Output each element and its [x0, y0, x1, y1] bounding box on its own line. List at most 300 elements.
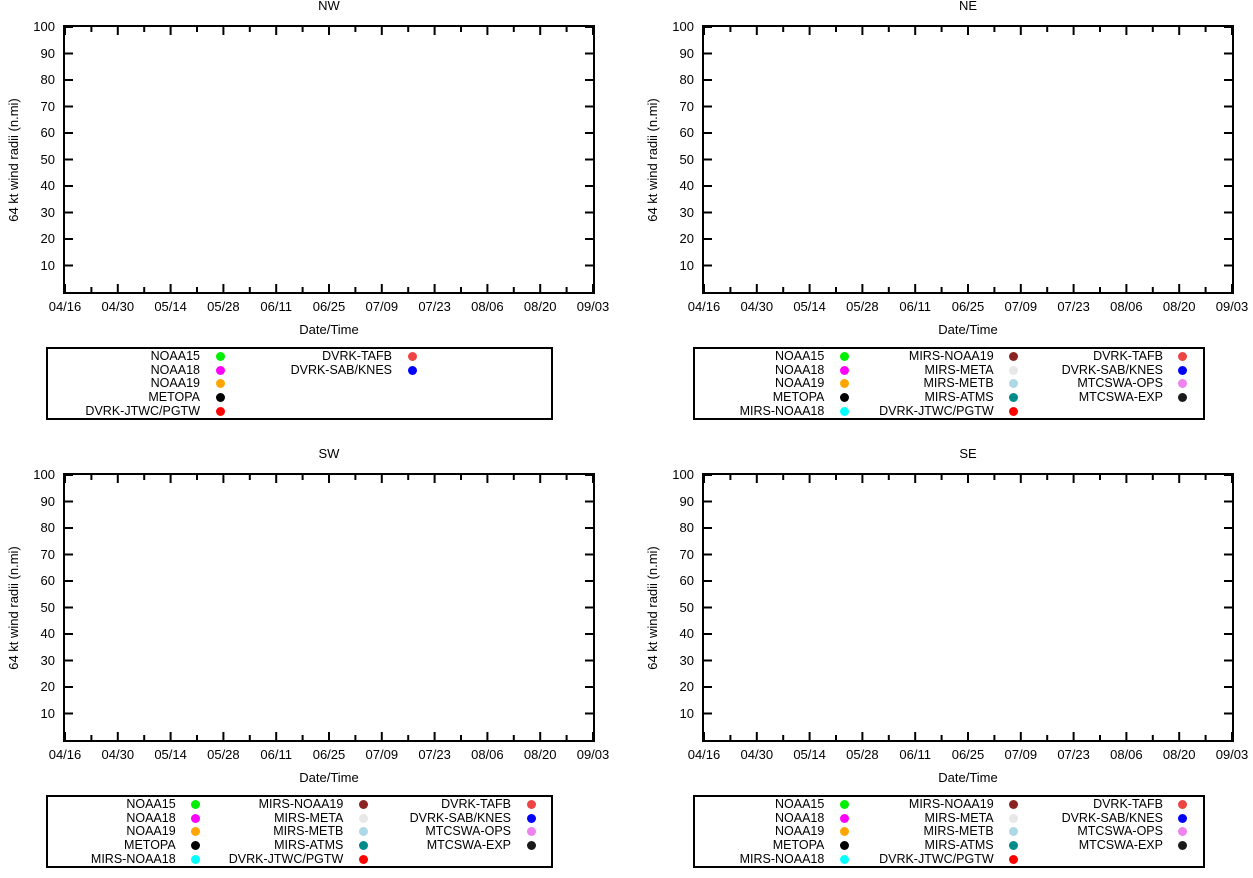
legend-entry-label: DVRK-JTWC/PGTW: [879, 851, 994, 866]
legend-marker-wrap: [824, 407, 864, 416]
legend-marker-dot: [359, 841, 368, 850]
y-tick-label: 60: [679, 573, 694, 588]
legend-marker-wrap: [511, 814, 551, 823]
legend-entry-label: NOAA15: [774, 797, 825, 812]
legend-marker-dot: [840, 827, 849, 836]
x-axis-label: Date/Time: [299, 770, 359, 785]
legend-entry: [383, 798, 551, 812]
plot-area: [702, 473, 1234, 742]
legend-marker-wrap: [176, 814, 216, 823]
legend-marker-wrap: [994, 379, 1034, 388]
legend-entry: [383, 839, 551, 853]
y-tick-label: 90: [679, 493, 694, 509]
legend-marker-wrap: [343, 814, 383, 823]
y-tick-label: 70: [40, 98, 55, 114]
legend-marker-dot: [408, 352, 417, 361]
plot-area: [702, 25, 1234, 294]
axis-ticks: [65, 475, 593, 740]
legend-entry-label: DVRK-SAB/KNES: [1061, 810, 1163, 825]
quadrant-panel-ne: [639, 0, 1253, 430]
legend-marker-wrap: [824, 814, 864, 823]
y-tick-label: 10: [40, 257, 55, 273]
legend-marker-dot: [1178, 352, 1187, 361]
legend-marker-dot: [1009, 841, 1018, 850]
x-tick-label: 04/16: [48, 747, 82, 762]
legend-marker-dot: [1009, 379, 1018, 388]
legend-marker-dot: [840, 407, 849, 416]
legend-marker-wrap: [200, 407, 240, 416]
y-tick-label: 30: [40, 204, 55, 220]
legend-entry: [695, 812, 864, 826]
legend-marker-dot: [1009, 366, 1018, 375]
x-tick-label: 07/23: [418, 747, 451, 762]
legend-entry-label: MIRS-NOAA19: [908, 797, 994, 812]
x-tick-label: 05/28: [207, 299, 240, 314]
legend-entry-label: METOPA: [772, 838, 825, 853]
legend-marker-wrap: [200, 366, 240, 375]
legend-marker-wrap: [994, 366, 1034, 375]
y-tick-label: 60: [679, 125, 694, 140]
x-tick-label: 04/16: [687, 299, 721, 314]
y-tick-label: 90: [40, 493, 55, 509]
legend-marker-wrap: [1163, 814, 1203, 823]
legend-marker-wrap: [176, 827, 216, 836]
legend-entry-label: DVRK-JTWC/PGTW: [228, 851, 344, 866]
legend-entry: [864, 812, 1033, 826]
legend-entry: [1034, 364, 1203, 378]
y-tick-label: 80: [40, 520, 55, 535]
legend-marker-wrap: [176, 855, 216, 864]
x-axis-label: Date/Time: [938, 770, 998, 785]
legend-marker-dot: [1178, 379, 1187, 388]
legend-marker-dot: [191, 800, 200, 809]
x-tick-label: 07/09: [365, 299, 399, 314]
quadrant-panel-se: [639, 448, 1253, 878]
legend-entry: [864, 798, 1033, 812]
x-axis-label: Date/Time: [299, 322, 359, 337]
quadrant-panel-nw: [0, 0, 614, 430]
x-tick-label: 07/09: [365, 747, 399, 762]
legend-entry-label: MIRS-ATMS: [924, 838, 994, 853]
legend-marker-wrap: [824, 379, 864, 388]
legend-entry: [695, 377, 864, 391]
x-tick-label: 08/06: [471, 747, 504, 762]
legend-entry-label: MTCSWA-OPS: [425, 824, 512, 839]
legend-marker-dot: [216, 379, 225, 388]
legend-marker-dot: [216, 352, 225, 361]
legend-box: [693, 347, 1205, 420]
legend-box: [693, 795, 1205, 868]
legend-column: [695, 798, 864, 866]
x-tick-label: 08/20: [523, 747, 557, 762]
x-tick-label: 04/30: [740, 747, 774, 762]
legend-marker-wrap: [200, 352, 240, 361]
legend-marker-wrap: [824, 352, 864, 361]
legend-entry: [48, 377, 240, 391]
x-tick-label: 04/30: [740, 299, 774, 314]
y-tick-label: 90: [679, 45, 694, 61]
x-tick-label: 05/14: [154, 747, 187, 762]
x-tick-label: 05/14: [793, 299, 826, 314]
legend-marker-dot: [216, 393, 225, 402]
x-tick-label: 06/25: [312, 747, 346, 762]
legend-column: [864, 798, 1033, 866]
legend-marker-dot: [1178, 366, 1187, 375]
x-axis-tick-labels: [0, 748, 614, 763]
legend-entry: [1034, 812, 1203, 826]
legend-marker-wrap: [824, 366, 864, 375]
legend-entry: [864, 377, 1033, 391]
legend-marker-wrap: [994, 407, 1034, 416]
x-tick-label: 07/23: [418, 299, 451, 314]
x-tick-label: 08/20: [1162, 299, 1196, 314]
x-tick-label: 06/25: [951, 299, 985, 314]
legend-entry-label: MTCSWA-EXP: [1078, 390, 1163, 405]
x-tick-label: 07/23: [1057, 299, 1090, 314]
legend-marker-dot: [191, 827, 200, 836]
y-tick-label: 30: [40, 652, 55, 668]
legend-marker-dot: [840, 352, 849, 361]
axis-ticks: [65, 27, 593, 292]
y-tick-label: 70: [679, 98, 694, 114]
legend-entry: [1034, 839, 1203, 853]
legend-marker-dot: [1009, 827, 1018, 836]
y-tick-label: 50: [40, 599, 55, 615]
y-tick-label: 80: [40, 72, 55, 87]
legend-entry-label: DVRK-TAFB: [441, 797, 512, 812]
legend-marker-dot: [359, 827, 368, 836]
legend-entry: [48, 852, 216, 866]
legend-marker-wrap: [1163, 366, 1203, 375]
legend-entry-label: NOAA19: [150, 376, 200, 391]
legend-entry-label: MTCSWA-EXP: [426, 838, 512, 853]
legend-entry: [240, 350, 432, 364]
legend-marker-wrap: [511, 827, 551, 836]
y-tick-label: 80: [679, 72, 694, 87]
x-axis-tick-labels: [639, 748, 1253, 763]
y-axis-label: 64 kt wind radii (n.mi): [645, 546, 660, 670]
legend-entry: [695, 391, 864, 405]
x-tick-label: 08/06: [471, 299, 504, 314]
y-tick-label: 50: [679, 599, 694, 615]
legend-column: [695, 350, 864, 418]
y-tick-label: 100: [672, 467, 694, 482]
legend-marker-wrap: [176, 841, 216, 850]
legend-entry-label: DVRK-SAB/KNES: [409, 810, 512, 825]
legend-entry: [216, 798, 384, 812]
y-tick-label: 90: [40, 45, 55, 61]
legend-column: [216, 798, 384, 866]
legend-entry: [864, 391, 1033, 405]
y-tick-label: 60: [40, 125, 55, 140]
axis-ticks: [704, 27, 1232, 292]
legend-entry-label: METOPA: [124, 838, 176, 853]
legend-marker-dot: [527, 827, 536, 836]
legend-entry-label: MTCSWA-EXP: [1078, 838, 1163, 853]
quadrant-panel-sw: [0, 448, 614, 878]
y-tick-label: 40: [40, 626, 55, 641]
legend-marker-wrap: [1163, 393, 1203, 402]
legend-marker-dot: [1009, 855, 1018, 864]
legend-marker-wrap: [343, 855, 383, 864]
legend-entry-label: MIRS-NOAA18: [90, 851, 176, 866]
x-tick-label: 09/03: [576, 299, 610, 314]
legend-entry: [48, 391, 240, 405]
legend-marker-wrap: [824, 827, 864, 836]
legend-entry: [48, 404, 240, 418]
legend-column: [48, 350, 240, 418]
legend-marker-dot: [1178, 841, 1187, 850]
legend-entry-label: METOPA: [772, 390, 825, 405]
legend-marker-dot: [527, 814, 536, 823]
legend-entry-label: DVRK-JTWC/PGTW: [85, 403, 200, 418]
y-tick-label: 80: [679, 520, 694, 535]
x-tick-label: 09/03: [1215, 747, 1249, 762]
legend-entry: [383, 825, 551, 839]
legend-entry-label: NOAA15: [126, 797, 176, 812]
legend-entry-label: MIRS-ATMS: [924, 390, 994, 405]
legend-marker-dot: [840, 814, 849, 823]
legend-marker-dot: [1178, 827, 1187, 836]
legend-entry: [240, 364, 432, 378]
legend-entry-label: MIRS-METB: [273, 824, 344, 839]
legend-marker-wrap: [392, 366, 432, 375]
x-axis-tick-labels: [0, 300, 614, 315]
legend-entry: [695, 839, 864, 853]
legend-entry-label: MIRS-NOAA19: [258, 797, 344, 812]
legend-marker-dot: [527, 841, 536, 850]
legend-marker-wrap: [994, 814, 1034, 823]
x-tick-label: 06/11: [260, 299, 292, 314]
axis-ticks: [704, 475, 1232, 740]
legend-entry: [383, 812, 551, 826]
legend-entry: [695, 798, 864, 812]
legend-marker-wrap: [994, 800, 1034, 809]
legend-column: [383, 798, 551, 852]
y-tick-label: 20: [679, 679, 694, 694]
legend-entry-label: NOAA18: [774, 810, 825, 825]
legend-marker-dot: [840, 800, 849, 809]
legend-entry-label: MTCSWA-OPS: [1077, 824, 1163, 839]
legend-entry-label: DVRK-JTWC/PGTW: [879, 403, 994, 418]
legend-entry: [216, 812, 384, 826]
legend-marker-wrap: [994, 352, 1034, 361]
x-tick-label: 06/25: [312, 299, 346, 314]
legend-marker-wrap: [200, 379, 240, 388]
y-tick-label: 100: [672, 19, 694, 34]
y-axis-label: 64 kt wind radii (n.mi): [645, 98, 660, 222]
legend-column: [1034, 798, 1203, 852]
legend-marker-dot: [840, 379, 849, 388]
legend-box: [46, 795, 553, 868]
x-tick-label: 09/03: [576, 747, 610, 762]
legend-marker-wrap: [824, 855, 864, 864]
legend-entry: [864, 404, 1033, 418]
legend-entry: [216, 852, 384, 866]
legend-marker-dot: [216, 407, 225, 416]
legend-marker-wrap: [1163, 379, 1203, 388]
legend-marker-wrap: [511, 841, 551, 850]
y-tick-label: 70: [679, 546, 694, 562]
legend-marker-dot: [408, 366, 417, 375]
x-tick-label: 07/23: [1057, 747, 1090, 762]
legend-entry-label: DVRK-SAB/KNES: [1061, 362, 1163, 377]
legend-marker-wrap: [994, 841, 1034, 850]
legend-marker-dot: [359, 855, 368, 864]
legend-marker-wrap: [200, 393, 240, 402]
y-tick-label: 60: [40, 573, 55, 588]
x-tick-label: 05/28: [207, 747, 240, 762]
legend-entry-label: MIRS-NOAA18: [739, 851, 825, 866]
y-tick-label: 50: [679, 151, 694, 167]
legend-entry-label: MTCSWA-OPS: [1077, 376, 1163, 391]
legend-marker-wrap: [1163, 352, 1203, 361]
legend-column: [240, 350, 432, 377]
plot-area: [63, 473, 595, 742]
legend-marker-wrap: [343, 800, 383, 809]
legend-entry-label: NOAA15: [774, 349, 825, 364]
legend-entry: [48, 350, 240, 364]
x-tick-label: 08/06: [1110, 299, 1143, 314]
y-tick-label: 20: [679, 231, 694, 246]
legend-marker-dot: [1009, 814, 1018, 823]
legend-marker-dot: [1009, 393, 1018, 402]
legend-marker-wrap: [511, 800, 551, 809]
legend-entry: [864, 852, 1033, 866]
legend-entry: [695, 350, 864, 364]
plot-title: NW: [318, 0, 340, 13]
x-tick-label: 08/20: [1162, 747, 1196, 762]
legend-marker-dot: [1009, 352, 1018, 361]
legend-entry-label: METOPA: [148, 390, 200, 405]
y-tick-label: 70: [40, 546, 55, 562]
legend-entry-label: MIRS-METB: [923, 824, 994, 839]
y-tick-label: 20: [40, 679, 55, 694]
x-axis-tick-labels: [639, 300, 1253, 315]
plot-title: NE: [958, 0, 978, 13]
legend-entry: [48, 812, 216, 826]
legend-entry: [1034, 377, 1203, 391]
legend-marker-wrap: [1163, 827, 1203, 836]
legend-marker-dot: [1009, 407, 1018, 416]
legend-marker-wrap: [1163, 841, 1203, 850]
legend-entry-label: NOAA18: [126, 810, 176, 825]
legend-entry-label: NOAA15: [150, 349, 200, 364]
y-tick-label: 30: [679, 652, 694, 668]
legend-box: [46, 347, 553, 420]
x-tick-label: 09/03: [1215, 299, 1249, 314]
legend-entry-label: MIRS-METB: [923, 376, 994, 391]
x-tick-label: 06/11: [260, 747, 292, 762]
legend-column: [1034, 350, 1203, 404]
legend-marker-dot: [191, 855, 200, 864]
x-tick-label: 06/25: [951, 747, 985, 762]
legend-marker-dot: [359, 800, 368, 809]
legend-entry-label: MIRS-META: [924, 362, 994, 377]
plot-title: SW: [318, 446, 340, 461]
legend-entry-label: NOAA18: [774, 362, 825, 377]
legend-marker-wrap: [994, 855, 1034, 864]
x-tick-label: 04/30: [101, 747, 135, 762]
legend-entry: [695, 364, 864, 378]
legend-marker-dot: [840, 841, 849, 850]
legend-entry-label: NOAA19: [774, 824, 825, 839]
x-tick-label: 07/09: [1004, 299, 1038, 314]
y-tick-label: 10: [40, 705, 55, 721]
legend-marker-dot: [527, 800, 536, 809]
y-tick-label: 40: [679, 626, 694, 641]
x-tick-label: 04/30: [101, 299, 135, 314]
legend-entry: [48, 364, 240, 378]
legend-marker-dot: [191, 841, 200, 850]
plot-area: [63, 25, 595, 294]
x-tick-label: 04/16: [48, 299, 82, 314]
legend-marker-wrap: [994, 393, 1034, 402]
legend-marker-dot: [840, 855, 849, 864]
legend-entry: [864, 825, 1033, 839]
x-tick-label: 06/11: [899, 747, 931, 762]
legend-entry: [48, 825, 216, 839]
legend-marker-wrap: [1163, 800, 1203, 809]
legend-marker-dot: [840, 366, 849, 375]
legend-marker-wrap: [343, 827, 383, 836]
x-tick-label: 08/20: [523, 299, 557, 314]
x-tick-label: 07/09: [1004, 747, 1038, 762]
legend-entry: [216, 825, 384, 839]
legend-entry: [216, 839, 384, 853]
legend-entry: [864, 839, 1033, 853]
y-tick-label: 10: [679, 257, 694, 273]
legend-entry: [1034, 391, 1203, 405]
legend-entry-label: DVRK-SAB/KNES: [290, 362, 392, 377]
legend-marker-dot: [1178, 814, 1187, 823]
y-tick-label: 100: [33, 19, 55, 34]
legend-entry-label: DVRK-TAFB: [322, 349, 392, 364]
legend-marker-dot: [1009, 800, 1018, 809]
legend-entry: [1034, 798, 1203, 812]
legend-entry-label: NOAA18: [150, 362, 200, 377]
legend-entry-label: MIRS-NOAA18: [739, 403, 825, 418]
x-tick-label: 08/06: [1110, 747, 1143, 762]
x-tick-label: 05/28: [846, 747, 879, 762]
y-tick-label: 100: [33, 467, 55, 482]
legend-entry-label: DVRK-TAFB: [1093, 797, 1163, 812]
legend-marker-dot: [216, 366, 225, 375]
legend-marker-dot: [840, 393, 849, 402]
legend-entry: [48, 798, 216, 812]
legend-entry: [695, 852, 864, 866]
y-tick-label: 20: [40, 231, 55, 246]
x-tick-label: 04/16: [687, 747, 721, 762]
legend-entry: [1034, 825, 1203, 839]
x-tick-label: 06/11: [899, 299, 931, 314]
legend-marker-wrap: [392, 352, 432, 361]
legend-marker-dot: [1178, 393, 1187, 402]
legend-entry: [864, 364, 1033, 378]
legend-marker-wrap: [824, 841, 864, 850]
legend-entry-label: NOAA19: [126, 824, 176, 839]
legend-entry: [1034, 350, 1203, 364]
plot-title: SE: [959, 446, 977, 461]
y-axis-label: 64 kt wind radii (n.mi): [6, 98, 21, 222]
legend-entry: [695, 404, 864, 418]
legend-marker-dot: [359, 814, 368, 823]
legend-column: [864, 350, 1033, 418]
y-tick-label: 50: [40, 151, 55, 167]
legend-entry: [48, 839, 216, 853]
legend-marker-wrap: [176, 800, 216, 809]
legend-entry-label: MIRS-NOAA19: [908, 349, 994, 364]
